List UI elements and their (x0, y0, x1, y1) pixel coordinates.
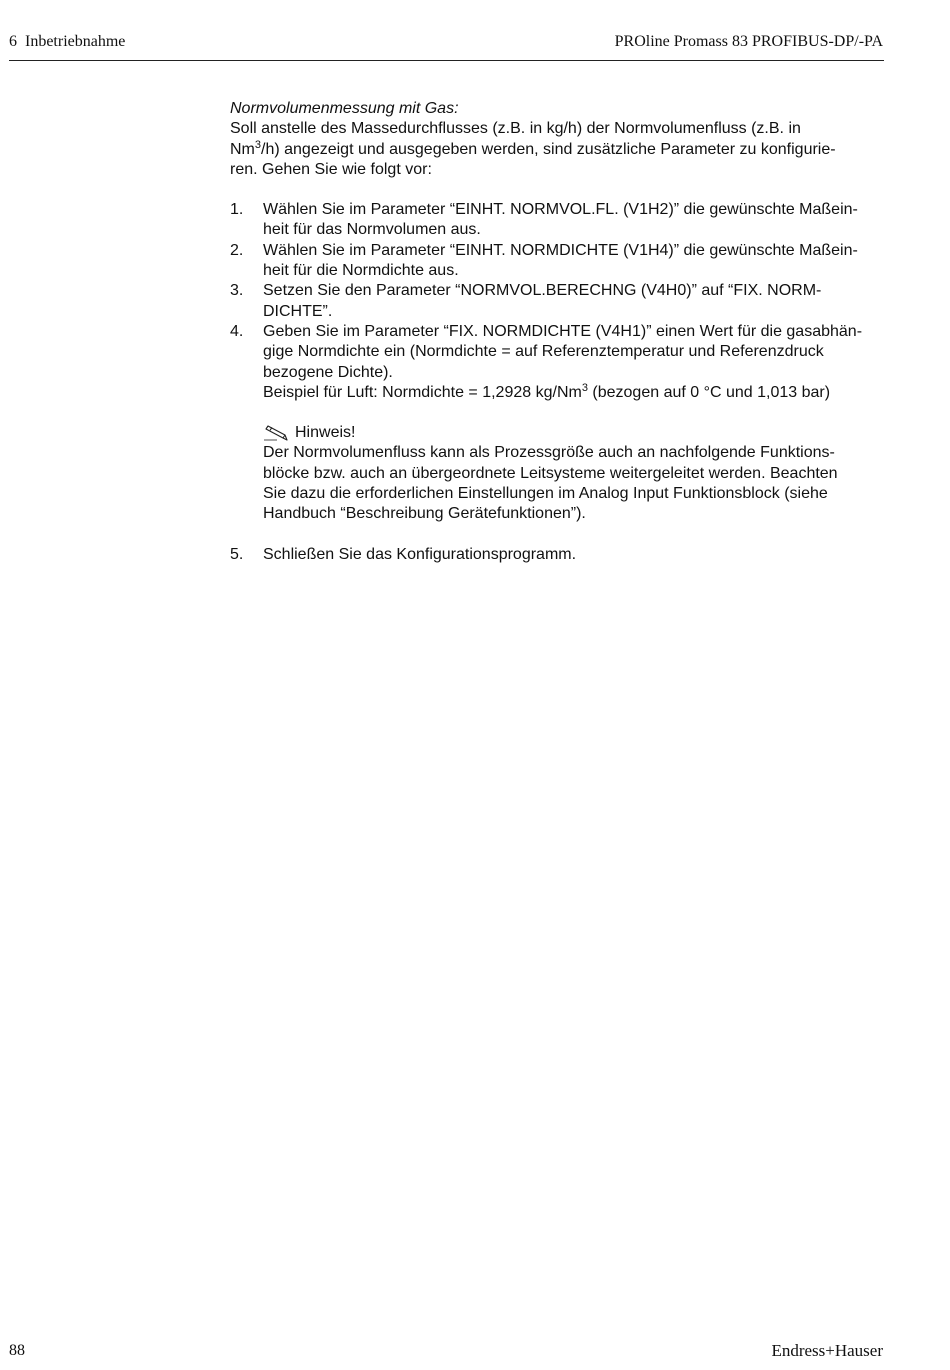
step-number: 1. (230, 201, 244, 219)
note-text-line: Der Normvolumenfluss kann als Prozessgröße auch an nachfolgende Funktions- (263, 444, 835, 462)
step-number: 5. (230, 545, 244, 563)
step-text-line: DICHTE”. (263, 302, 333, 320)
example-text: Beispiel für Luft: Normdichte = 1,2928 kg/Nm (263, 383, 582, 401)
example-text-rest: (bezogen auf 0 °C und 1,013 bar) (587, 383, 831, 401)
list-item-step-3 (230, 281, 885, 322)
intro-line-1: Soll anstelle des Massedurchflusses (z.B. in kg/h) der Normvolumenfluss (z.B. in (230, 120, 801, 138)
step-text-line: gige Normdichte ein (Normdichte = auf Referenztemperatur und Referenzdruck (263, 343, 824, 361)
main-content (230, 99, 885, 565)
page-header (9, 32, 883, 54)
step-number: 3. (230, 282, 244, 300)
header-divider (9, 60, 884, 61)
example-superscript: 3 (581, 381, 588, 394)
step-text-line: heit für das Normvolumen aus. (263, 221, 481, 239)
page-number: 88 (9, 1342, 25, 1359)
step-text-line: Wählen Sie im Parameter “EINHT. NORMDICHTE (V1H4)” die gewünschte Maßein- (263, 241, 858, 259)
step-text-line: Wählen Sie im Parameter “EINHT. NORMVOL.FL. (V1H2)” die gewünschte Maßein- (263, 201, 858, 219)
list-item-step-2 (230, 241, 885, 282)
intro-line-2-rest: /h) angezeigt und ausgegeben werden, sind zusätzliche Parameter zu konfigurie- (261, 140, 836, 158)
brand-logo-text: Endress+Hauser (771, 1341, 883, 1360)
step-text-line: Geben Sie im Parameter “FIX. NORMDICHTE (V4H1)” einen Wert für die gasabhän- (263, 322, 863, 340)
pencil-icon (263, 424, 291, 442)
note-text-line: Handbuch “Beschreibung Gerätefunktionen”). (263, 505, 586, 523)
step-text-line: bezogene Dichte). (263, 363, 393, 381)
note-header (263, 423, 885, 443)
step-text-line: Schließen Sie das Konfigurationsprogramm. (263, 545, 577, 563)
list-item-step-1 (230, 200, 885, 241)
step-number: 2. (230, 241, 244, 259)
step-text-line: Setzen Sie den Parameter “NORMVOL.BERECHNG (V4H0)” auf “FIX. NORM- (263, 282, 822, 300)
step-text-line: heit für die Normdichte aus. (263, 262, 459, 280)
note-text-line: Sie dazu die erforderlichen Einstellungen im Analog Input Funktionsblock (siehe (263, 485, 828, 503)
step-number: 4. (230, 322, 244, 340)
note-box (263, 423, 885, 524)
product-title: PROline Promass 83 PROFIBUS-DP/-PA (614, 33, 883, 50)
section-title: 6 Inbetriebnahme (9, 33, 126, 50)
list-item-step-5 (230, 545, 885, 565)
intro-line-2-superscript: 3 (254, 138, 262, 151)
instruction-list (230, 200, 885, 565)
intro-line-2-unit: Nm (230, 140, 255, 158)
list-item-step-4 (230, 322, 885, 525)
note-text-line: blöcke bzw. auch an übergeordnete Leitsysteme weitergeleitet werden. Beachten (263, 464, 838, 482)
intro-line-3: ren. Gehen Sie wie folgt vor: (230, 160, 432, 178)
intro-paragraph (230, 119, 885, 180)
intro-heading: Normvolumenmessung mit Gas: (230, 100, 459, 117)
page-footer (9, 1341, 883, 1363)
note-title: Hinweis! (295, 424, 356, 442)
